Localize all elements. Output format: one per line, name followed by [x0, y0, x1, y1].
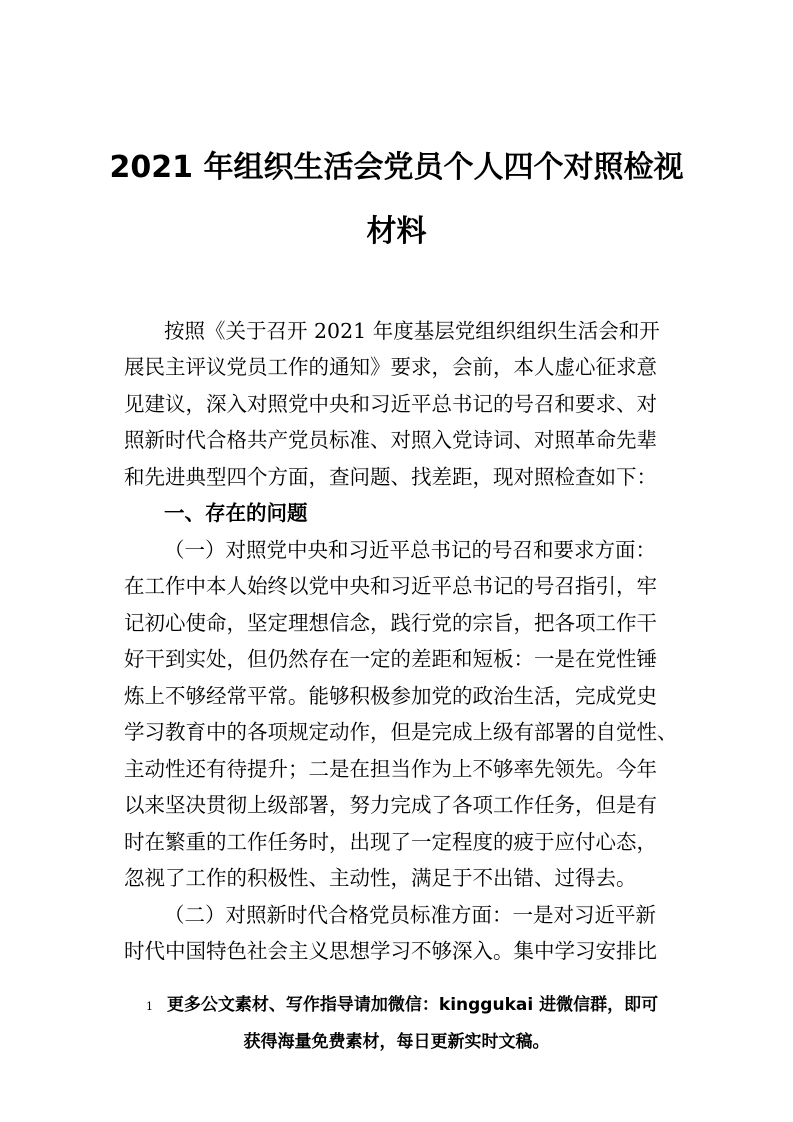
body-line-11: 炼上不够经常平常。能够积极参加党的政治生活，完成党史: [124, 684, 657, 708]
section-heading: 一、存在的问题: [164, 501, 308, 525]
body-line-18: 时代中国特色社会主义思想学习不够深入。集中学习安排比: [124, 939, 657, 963]
body-line-3: 见建议，深入对照党中央和习近平总书记的号召和要求、对: [124, 392, 657, 416]
page-number: 1: [146, 1000, 153, 1013]
document-title-line-2: 材料: [366, 214, 427, 249]
body-line-10: 好干到实处，但仍然存在一定的差距和短板：一是在党性锤: [124, 647, 657, 671]
body-line-13: 主动性还有待提升；二是在担当作为上不够率先领先。今年: [124, 757, 657, 781]
footer-promo-line-1: 更多公文素材、写作指导请加微信：kinggukai 进微信群，即可: [166, 995, 659, 1015]
body-line-5: 和先进典型四个方面，查问题、找差距，现对照检查如下：: [124, 465, 657, 489]
body-line-16: 忽视了工作的积极性、主动性，满足于不出错、过得去。: [124, 866, 637, 890]
footer-promo-line-2: 获得海量免费素材，每日更新实时文稿。: [243, 1032, 550, 1052]
body-line-15: 时在繁重的工作任务时，出现了一定程度的疲于应付心态，: [124, 830, 657, 854]
body-line-9: 记初心使命，坚定理想信念，践行党的宗旨，把各项工作干: [124, 611, 657, 635]
body-line-8: 在工作中本人始终以党中央和习近平总书记的号召指引，牢: [124, 574, 657, 598]
document-title-line-1: 2021 年组织生活会党员个人四个对照检视: [109, 150, 684, 185]
body-line-4: 照新时代合格共产党员标准、对照入党诗词、对照革命先辈: [124, 428, 657, 452]
body-line-12: 学习教育中的各项规定动作，但是完成上级有部署的自觉性、: [124, 720, 678, 744]
body-line-14: 以来坚决贯彻上级部署，努力完成了各项工作任务，但是有: [124, 793, 657, 817]
subsection-heading-2: （二）对照新时代合格党员标准方面：一是对习近平新: [164, 903, 656, 927]
body-line-1: 按照《关于召开 2021 年度基层党组织组织生活会和开: [164, 319, 660, 343]
body-line-2: 展民主评议党员工作的通知》要求，会前，本人虚心征求意: [124, 355, 657, 379]
subsection-heading-1: （一）对照党中央和习近平总书记的号召和要求方面：: [164, 538, 656, 562]
